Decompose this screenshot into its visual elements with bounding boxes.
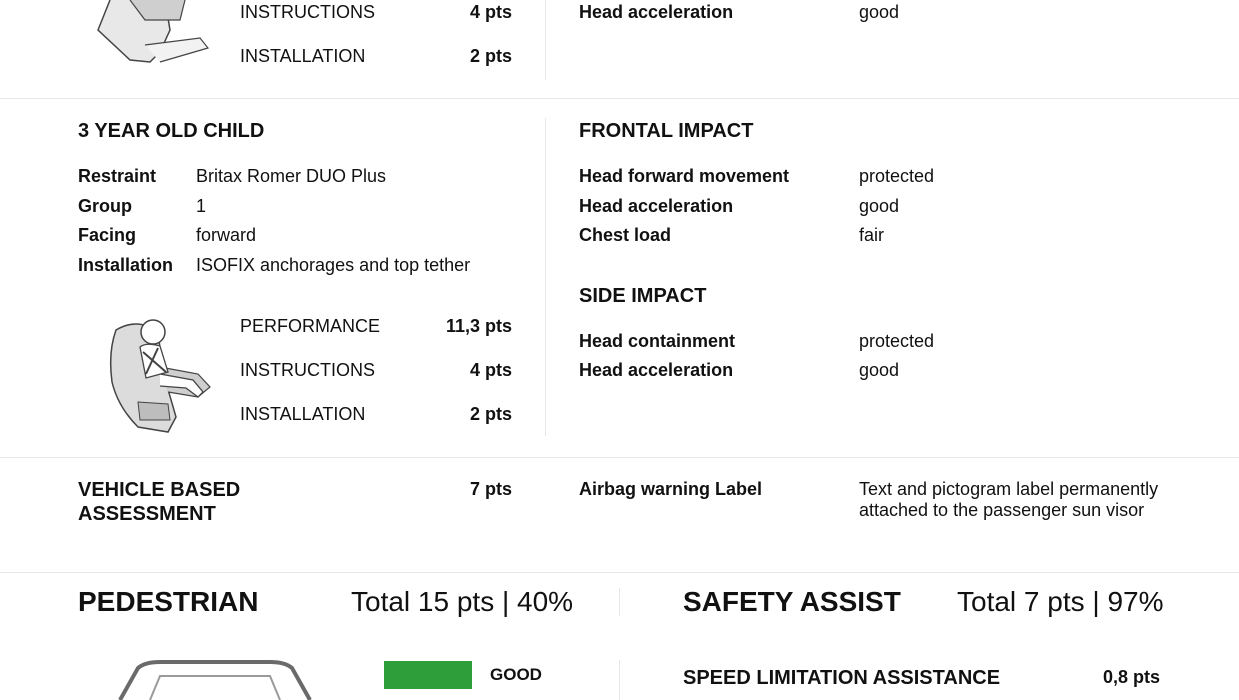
side-head-acceleration-label: Head acceleration: [579, 360, 734, 380]
section-divider: [0, 457, 1239, 458]
child3-restraint-label: Restraint: [78, 166, 157, 186]
child3-title: 3 YEAR OLD CHILD: [78, 120, 265, 142]
child3-performance-label: PERFORMANCE: [240, 316, 381, 336]
side-head-acceleration-value: good: [859, 360, 900, 380]
child-seat-3yo-icon: [98, 312, 223, 437]
top-installation-label: INSTALLATION: [240, 46, 366, 66]
bottom-divider-lower: [619, 660, 620, 700]
pedestrian-title: PEDESTRIAN: [78, 586, 259, 617]
safety-assist-total: Total 7 pts | 97%: [957, 586, 1164, 617]
top-head-acceleration-label: Head acceleration: [579, 2, 734, 22]
child3-vertical-divider: [545, 118, 546, 436]
top-installation-pts: 2 pts: [469, 46, 512, 66]
bottom-divider-upper: [619, 588, 620, 616]
safety-assist-title: SAFETY ASSIST: [683, 586, 901, 617]
good-legend-label: GOOD: [490, 665, 542, 684]
frontal-head-acceleration-label: Head acceleration: [579, 196, 734, 216]
child3-group-value: 1: [196, 196, 207, 216]
child3-installation-value: ISOFIX anchorages and top tether: [196, 255, 471, 275]
top-head-acceleration-value: good: [859, 2, 900, 22]
airbag-label: Airbag warning Label: [579, 479, 763, 499]
frontal-head-acceleration-value: good: [859, 196, 900, 216]
side-impact-title: SIDE IMPACT: [579, 285, 707, 307]
frontal-head-forward-value: protected: [859, 166, 935, 186]
top-instructions-label: INSTRUCTIONS: [240, 2, 375, 22]
child3-facing-value: forward: [196, 225, 257, 245]
child3-instructions-pts: 4 pts: [469, 360, 512, 380]
frontal-head-forward-label: Head forward movement: [579, 166, 790, 186]
top-instructions-pts: 4 pts: [469, 2, 512, 22]
top-vertical-divider: [545, 0, 546, 80]
child3-restraint-value: Britax Romer DUO Plus: [196, 166, 387, 186]
car-front-outline-icon: [110, 658, 320, 700]
child3-performance-pts: 11,3 pts: [445, 316, 512, 336]
vehicle-title-line2: ASSESSMENT: [78, 503, 216, 525]
child3-group-label: Group: [78, 196, 132, 216]
airbag-value-line1: Text and pictogram label permanently: [859, 479, 1159, 499]
side-head-containment-value: protected: [859, 331, 935, 351]
child3-installation-pts: 2 pts: [469, 404, 512, 424]
child3-instructions-label: INSTRUCTIONS: [240, 360, 375, 380]
frontal-impact-title: FRONTAL IMPACT: [579, 120, 754, 142]
child-seat-top-icon: [90, 0, 220, 70]
side-head-containment-label: Head containment: [579, 331, 736, 351]
section-divider: [0, 98, 1239, 99]
pedestrian-total: Total 15 pts | 40%: [351, 586, 574, 617]
good-legend-swatch: [384, 661, 472, 689]
speed-limitation-label: SPEED LIMITATION ASSISTANCE: [683, 667, 1001, 689]
frontal-chest-load-value: fair: [859, 225, 885, 245]
child3-installation-score-label: INSTALLATION: [240, 404, 366, 424]
child3-facing-label: Facing: [78, 225, 137, 245]
frontal-chest-load-label: Chest load: [579, 225, 672, 245]
child3-installation-label: Installation: [78, 255, 174, 275]
section-divider: [0, 572, 1239, 573]
vehicle-title-line1: VEHICLE BASED: [78, 479, 241, 501]
airbag-value-line2: attached to the passenger sun visor: [859, 500, 1145, 520]
vehicle-pts: 7 pts: [469, 479, 512, 499]
speed-limitation-pts: 0,8 pts: [1102, 667, 1160, 687]
